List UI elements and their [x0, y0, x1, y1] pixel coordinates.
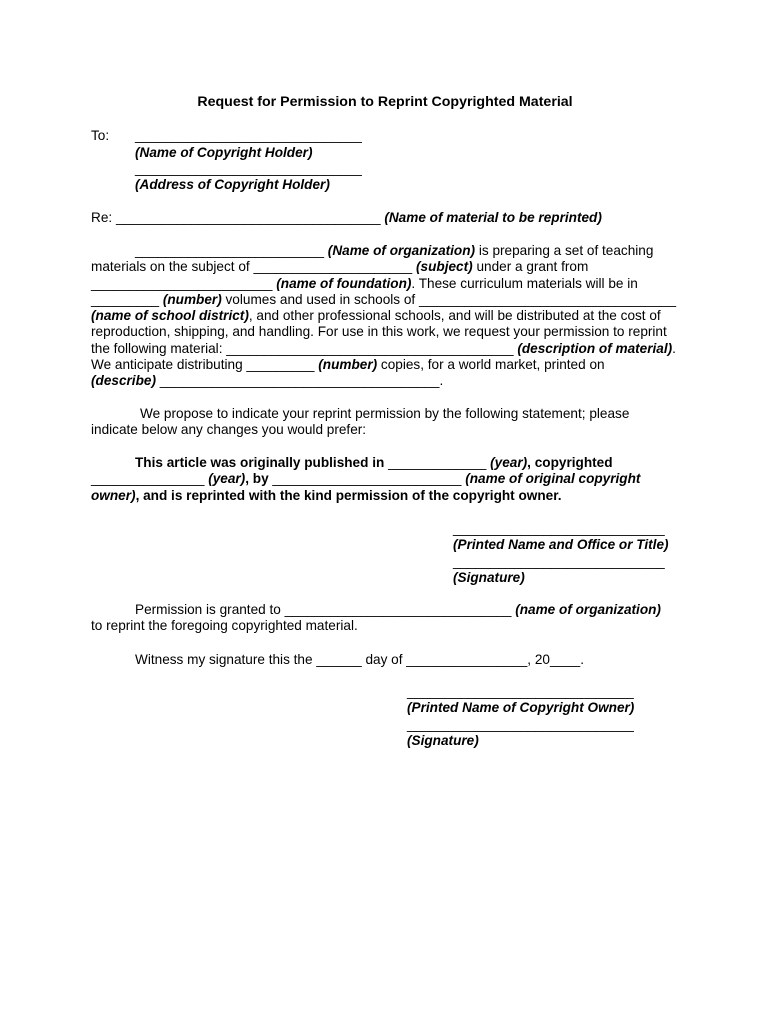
signature-line: ____________________________ — [453, 554, 665, 569]
witness-text: . — [580, 652, 584, 667]
original-owner-blank: _________________________ — [272, 471, 462, 487]
statement-text: , by — [245, 471, 273, 487]
body-text: . These curriculum materials will be in — [411, 275, 638, 291]
publish-year-blank: _____________ — [388, 455, 487, 470]
granted-organization-hint: (name of organization) — [515, 602, 661, 617]
subject-hint: (subject) — [416, 259, 473, 275]
copyright-year-blank: _______________ — [91, 471, 205, 487]
body-text: copies, for a world market, printed on — [377, 357, 605, 373]
granted-text: Permission is granted to — [135, 602, 285, 617]
school-district-blank: __________________________________ — [418, 291, 677, 307]
re-label: Re: — [91, 210, 116, 225]
propose-line-2: indicate below any changes you would prefer: — [91, 422, 367, 438]
granted-organization-blank: ______________________________ — [284, 602, 512, 617]
body-text: under a grant from — [472, 259, 589, 275]
publish-year-hint: (year) — [490, 455, 528, 470]
copies-blank: _________ — [246, 357, 315, 373]
witness-text: Witness my signature this the — [135, 652, 317, 667]
holder-address-hint: (Address of Copyright Holder) — [135, 177, 330, 192]
body-text: reproduction, shipping, and handling. For use in this work, we request your permission to reprint — [91, 324, 667, 340]
organization-hint: (Name of organization) — [327, 243, 476, 258]
propose-line-1: We propose to indicate your reprint permission by the following statement; please — [140, 406, 630, 421]
document-title: Request for Permission to Reprint Copyrighted Material — [197, 94, 573, 110]
body-text: volumes and used in schools of — [221, 291, 419, 307]
volumes-blank: _________ — [91, 291, 160, 307]
body-text: , and other professional schools, and will be distributed at the cost of — [248, 308, 661, 324]
school-district-hint: (name of school district) — [91, 308, 249, 324]
describe-hint: (describe) — [91, 373, 156, 389]
original-owner-hint-cont: owner) — [91, 487, 136, 503]
volumes-hint: (number) — [162, 291, 222, 307]
day-blank: ______ — [316, 652, 362, 667]
original-owner-hint: (name of original copyright — [465, 471, 641, 487]
witness-line — [135, 652, 584, 668]
witness-text: , 20 — [527, 652, 550, 667]
printed-name-title-label: (Printed Name and Office or Title) — [453, 537, 669, 552]
re-blank: ___________________________________ — [115, 210, 381, 225]
holder-name-blank: ______________________________ — [135, 128, 362, 143]
granted-line-2: to reprint the foregoing copyrighted material. — [91, 618, 358, 634]
body-text: is preparing a set of teaching — [475, 243, 654, 258]
material-description-hint: (description of material) — [517, 340, 673, 356]
material-description-blank: ______________________________________ — [226, 340, 514, 356]
statement-text: , copyrighted — [527, 455, 613, 470]
body-text: . — [672, 340, 676, 356]
owner-signature-line: ______________________________ — [407, 717, 634, 732]
printed-name-title-line: ____________________________ — [453, 521, 665, 536]
holder-address-blank: ______________________________ — [135, 161, 362, 176]
describe-blank: _____________________________________ — [159, 373, 440, 389]
copies-hint: (number) — [318, 357, 378, 373]
re-hint: (Name of material to be reprinted) — [384, 210, 602, 225]
holder-name-hint: (Name of Copyright Holder) — [135, 145, 313, 160]
witness-text: day of — [361, 652, 407, 667]
organization-blank: _________________________ — [135, 243, 325, 258]
granted-paragraph — [91, 602, 691, 635]
owner-signature-label: (Signature) — [407, 733, 479, 748]
owner-printed-name-line: ______________________________ — [407, 684, 634, 699]
body-text: We anticipate distributing — [91, 357, 247, 373]
subject-blank: _____________________ — [253, 259, 413, 275]
body-text: materials on the subject of — [91, 259, 254, 275]
statement-text: This article was originally published in — [135, 455, 389, 470]
to-label: To: — [91, 128, 110, 143]
statement-paragraph — [91, 455, 691, 504]
copyright-year-hint: (year) — [208, 471, 246, 487]
body-text: the following material: — [91, 340, 227, 356]
signature-label: (Signature) — [453, 570, 525, 585]
re-line — [91, 210, 602, 226]
owner-printed-name-label: (Printed Name of Copyright Owner) — [407, 700, 635, 715]
body-text: . — [439, 373, 444, 389]
month-blank: ________________ — [406, 652, 528, 667]
year-blank: ____ — [549, 652, 581, 667]
request-paragraph — [91, 243, 691, 390]
foundation-blank: ________________________ — [91, 275, 273, 291]
propose-paragraph — [91, 406, 691, 439]
foundation-hint: (name of foundation) — [276, 275, 412, 291]
statement-text: , and is reprinted with the kind permission of the copyright owner. — [135, 487, 562, 503]
